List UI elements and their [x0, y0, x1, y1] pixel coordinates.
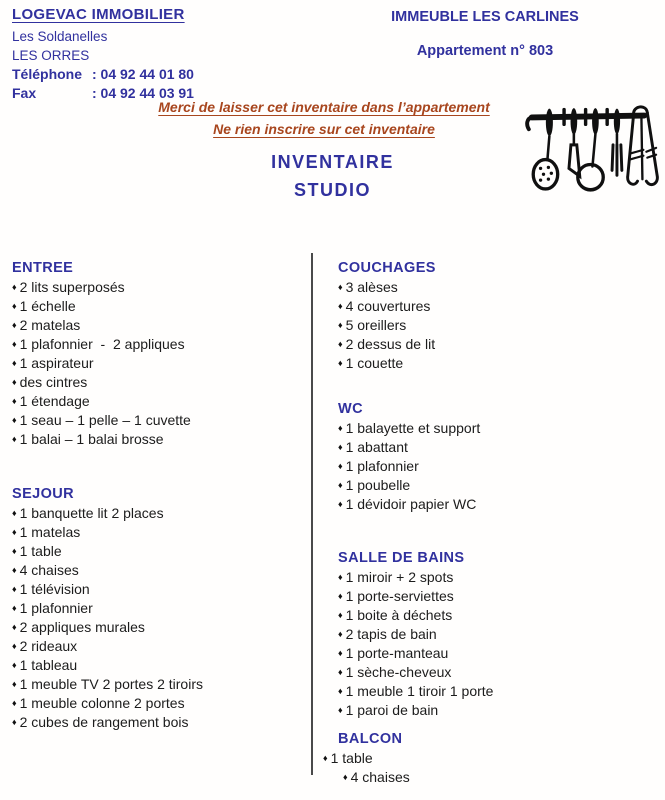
diamond-bullet-icon: ♦ — [338, 648, 343, 658]
diamond-bullet-icon: ♦ — [338, 358, 343, 368]
item-label: 2 cubes de rangement bois — [19, 714, 189, 730]
building-name: IMMEUBLE LES CARLINES — [391, 9, 579, 25]
inventory-section — [12, 485, 300, 732]
inventory-right-column — [323, 255, 658, 787]
item-label: 1 plafonnier - 2 appliques — [19, 336, 185, 352]
inventory-item — [338, 701, 658, 720]
inventory-item — [12, 392, 300, 411]
inventory-item — [12, 316, 300, 335]
agency-city: LES ORRES — [12, 48, 90, 63]
item-label: 2 appliques murales — [19, 619, 145, 635]
item-label: 2 rideaux — [19, 638, 78, 654]
inventory-item — [12, 580, 300, 599]
inventory-item — [338, 438, 658, 457]
item-label: 1 table — [19, 543, 62, 559]
item-label: 1 miroir + 2 spots — [345, 569, 454, 585]
phone-number: : 04 92 44 01 80 — [92, 66, 194, 82]
item-label: 1 étendage — [19, 393, 90, 409]
inventory-item — [12, 504, 300, 523]
inventory-item — [338, 663, 658, 682]
notice-line-2: Ne rien inscrire sur cet inventaire — [213, 121, 435, 137]
item-label: 1 meuble 1 tiroir 1 porte — [345, 683, 494, 699]
item-label: 1 aspirateur — [19, 355, 94, 371]
title-line-2: STUDIO — [293, 180, 371, 200]
inventory-item — [12, 542, 300, 561]
diamond-bullet-icon: ♦ — [338, 442, 343, 452]
inventory-item — [12, 561, 300, 580]
item-label: 1 seau – 1 pelle – 1 cuvette — [19, 412, 191, 428]
inventory-item — [338, 476, 658, 495]
inventory-item — [12, 599, 300, 618]
column-divider-line — [311, 253, 313, 775]
diamond-bullet-icon: ♦ — [338, 423, 343, 433]
diamond-bullet-icon: ♦ — [12, 546, 17, 556]
diamond-bullet-icon: ♦ — [12, 622, 17, 632]
diamond-bullet-icon: ♦ — [338, 461, 343, 471]
item-label: 1 plafonnier — [345, 458, 419, 474]
item-label: des cintres — [19, 374, 88, 390]
diamond-bullet-icon: ♦ — [12, 508, 17, 518]
agency-header-block — [12, 5, 194, 103]
item-label: 1 balai – 1 balai brosse — [19, 431, 164, 447]
diamond-bullet-icon: ♦ — [12, 434, 17, 444]
diamond-bullet-icon: ♦ — [12, 377, 17, 387]
apartment-number: Appartement n° 803 — [416, 43, 554, 59]
inventory-section — [338, 549, 658, 720]
diamond-bullet-icon: ♦ — [12, 358, 17, 368]
item-label: 1 sèche-cheveux — [345, 664, 452, 680]
inventory-item — [12, 713, 300, 732]
diamond-bullet-icon: ♦ — [338, 705, 343, 715]
section-heading: COUCHAGES — [338, 260, 436, 276]
inventory-item — [12, 656, 300, 675]
diamond-bullet-icon: ♦ — [12, 339, 17, 349]
inventory-item — [12, 675, 300, 694]
diamond-bullet-icon: ♦ — [338, 301, 343, 311]
inventory-section — [323, 730, 658, 787]
inventory-item — [12, 278, 300, 297]
item-label: 4 couvertures — [345, 298, 431, 314]
diamond-bullet-icon: ♦ — [12, 415, 17, 425]
item-label: 1 meuble colonne 2 portes — [19, 695, 185, 711]
inventory-item — [338, 297, 658, 316]
diamond-bullet-icon: ♦ — [12, 641, 17, 651]
item-label: 1 abattant — [345, 439, 408, 455]
section-heading: SALLE DE BAINS — [338, 550, 465, 566]
diamond-bullet-icon: ♦ — [12, 320, 17, 330]
inventory-section — [12, 259, 300, 449]
item-label: 1 table — [330, 750, 373, 766]
diamond-bullet-icon: ♦ — [12, 282, 17, 292]
item-label: 1 paroi de bain — [345, 702, 439, 718]
item-label: 1 échelle — [19, 298, 76, 314]
diamond-bullet-icon: ♦ — [338, 572, 343, 582]
item-label: 4 chaises — [19, 562, 79, 578]
inventory-item — [12, 354, 300, 373]
inventory-item — [338, 625, 658, 644]
keep-inventory-notice — [0, 96, 648, 140]
inventory-item — [12, 297, 300, 316]
item-label: 5 oreillers — [345, 317, 407, 333]
inventory-item — [343, 768, 658, 787]
inventory-item — [12, 523, 300, 542]
item-label: 1 porte-manteau — [345, 645, 449, 661]
inventory-item — [12, 694, 300, 713]
page-title — [0, 148, 665, 204]
item-label: 3 alèses — [345, 279, 398, 295]
inventory-item — [338, 606, 658, 625]
inventory-item — [12, 618, 300, 637]
diamond-bullet-icon: ♦ — [12, 565, 17, 575]
agency-name: LOGEVAC IMMOBILIER — [12, 6, 185, 23]
fax-number: : 04 92 44 03 91 — [92, 85, 194, 101]
diamond-bullet-icon: ♦ — [338, 282, 343, 292]
inventory-item — [338, 457, 658, 476]
diamond-bullet-icon: ♦ — [338, 499, 343, 509]
diamond-bullet-icon: ♦ — [338, 591, 343, 601]
section-heading: ENTREE — [12, 260, 74, 276]
item-label: 1 banquette lit 2 places — [19, 505, 164, 521]
building-header-block — [372, 8, 598, 60]
diamond-bullet-icon: ♦ — [343, 772, 348, 782]
section-heading: WC — [338, 401, 363, 417]
inventory-item — [323, 749, 658, 768]
item-label: 1 dévidoir papier WC — [345, 496, 477, 512]
inventory-item — [338, 568, 658, 587]
item-label: 1 matelas — [19, 524, 81, 540]
item-label: 1 couette — [345, 355, 404, 371]
inventory-left-column — [12, 255, 300, 732]
item-label: 1 plafonnier — [19, 600, 93, 616]
inventory-section — [338, 400, 658, 514]
inventory-item — [12, 411, 300, 430]
item-label: 2 lits superposés — [19, 279, 125, 295]
item-label: 1 meuble TV 2 portes 2 tiroirs — [19, 676, 203, 692]
section-heading: BALCON — [338, 731, 403, 747]
fax-label: Fax — [12, 85, 37, 101]
item-label: 2 matelas — [19, 317, 81, 333]
inventory-item — [12, 373, 300, 392]
diamond-bullet-icon: ♦ — [338, 629, 343, 639]
diamond-bullet-icon: ♦ — [338, 320, 343, 330]
diamond-bullet-icon: ♦ — [12, 679, 17, 689]
inventory-item — [338, 316, 658, 335]
diamond-bullet-icon: ♦ — [12, 698, 17, 708]
inventory-item — [338, 354, 658, 373]
diamond-bullet-icon: ♦ — [12, 717, 17, 727]
phone-label: Téléphone — [12, 66, 83, 82]
diamond-bullet-icon: ♦ — [338, 686, 343, 696]
inventory-item — [338, 335, 658, 354]
inventory-item — [338, 495, 658, 514]
diamond-bullet-icon: ♦ — [12, 660, 17, 670]
agency-phone-row — [12, 65, 194, 84]
item-label: 1 tableau — [19, 657, 78, 673]
diamond-bullet-icon: ♦ — [12, 584, 17, 594]
diamond-bullet-icon: ♦ — [338, 480, 343, 490]
diamond-bullet-icon: ♦ — [338, 610, 343, 620]
item-label: 1 balayette et support — [345, 420, 481, 436]
diamond-bullet-icon: ♦ — [12, 603, 17, 613]
inventory-item — [12, 430, 300, 449]
diamond-bullet-icon: ♦ — [323, 753, 328, 763]
inventory-item — [338, 278, 658, 297]
diamond-bullet-icon: ♦ — [12, 527, 17, 537]
inventory-section — [338, 259, 658, 373]
item-label: 1 porte-serviettes — [345, 588, 454, 604]
item-label: 1 poubelle — [345, 477, 411, 493]
inventory-item — [338, 587, 658, 606]
inventory-item — [12, 637, 300, 656]
diamond-bullet-icon: ♦ — [338, 339, 343, 349]
inventory-item — [338, 682, 658, 701]
inventory-item — [12, 335, 300, 354]
notice-line-1: Merci de laisser cet inventaire dans l’appartement — [158, 99, 490, 115]
item-label: 1 télévision — [19, 581, 90, 597]
diamond-bullet-icon: ♦ — [12, 301, 17, 311]
diamond-bullet-icon: ♦ — [338, 667, 343, 677]
item-label: 2 tapis de bain — [345, 626, 437, 642]
item-label: 4 chaises — [350, 769, 410, 785]
section-heading: SEJOUR — [12, 486, 75, 502]
item-label: 2 dessus de lit — [345, 336, 436, 352]
item-label: 1 boite à déchets — [345, 607, 453, 623]
inventory-item — [338, 419, 658, 438]
inventory-item — [338, 644, 658, 663]
title-line-1: INVENTAIRE — [271, 152, 394, 172]
diamond-bullet-icon: ♦ — [12, 396, 17, 406]
agency-residence: Les Soldanelles — [12, 29, 108, 44]
